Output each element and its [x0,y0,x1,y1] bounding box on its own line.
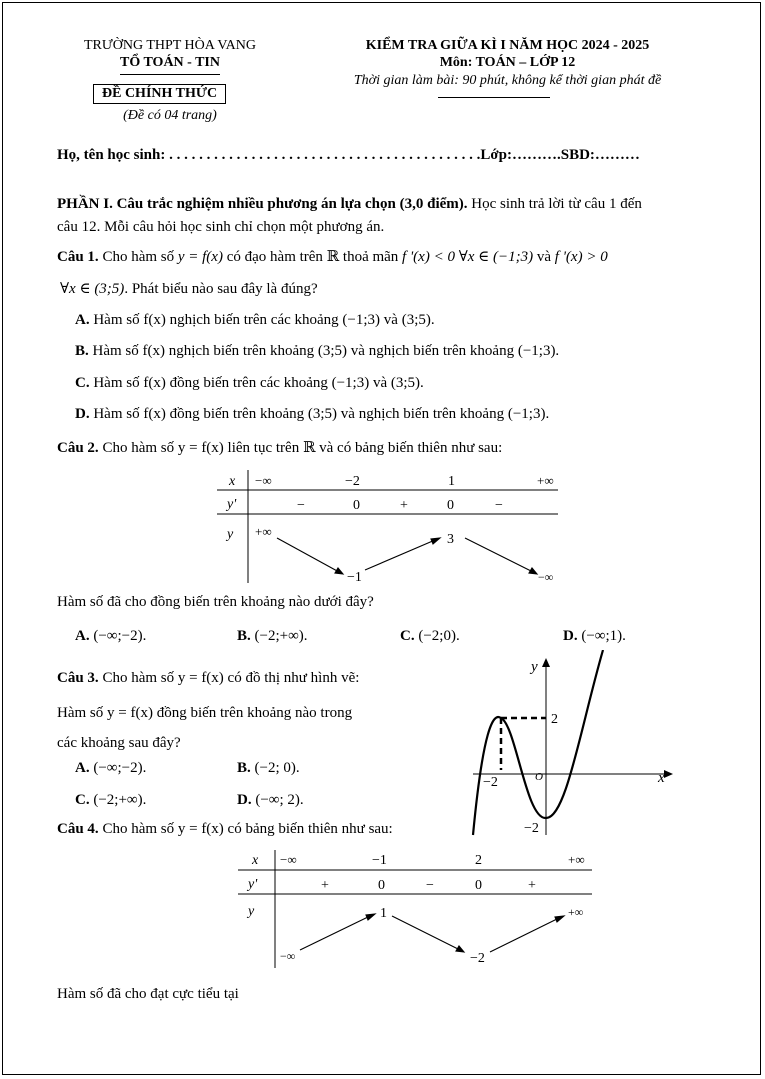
q2-sign: − [495,498,503,513]
q1-func: y = f(x) [177,249,223,265]
q1-option-c[interactable] [75,375,424,392]
q1-option-b-label: B. [75,343,89,359]
q3-graph-xneg2: −2 [483,775,498,790]
q2-option-b-text: (−2;+∞). [254,628,308,644]
q2-y-val: 3 [447,532,454,547]
q2-option-c-label: C. [400,628,415,644]
q3-graph-ylabel: y [531,659,538,675]
q3-graph-xlabel: x [658,770,665,786]
q2-sign: + [400,498,408,513]
q1-stem-line2 [60,279,318,298]
q3-option-c-text: (−2;+∞). [93,792,147,808]
q3-graph-max: 2 [551,712,558,727]
q2-x-val: 1 [448,474,455,489]
part1-intro-rest: Học sinh trả lời từ câu 1 đến [467,196,642,212]
q3-curve [473,650,603,835]
q1-option-d-text: Hàm số f(x) đồng biến trên khoảng (3;5) và nghịch biến trên khoảng (−1;3). [93,406,550,422]
q2-text: Cho hàm số y = f(x) liên tục trên ℝ và có bảng biến thiên như sau: [102,440,503,456]
q1-label: Câu 1. [57,249,99,265]
q1-option-b-text: Hàm số f(x) nghịch biến trên khoảng (3;5) và nghịch biến trên khoảng (−1;3). [92,343,560,359]
q3-stem [57,670,359,687]
q3-option-b-label: B. [237,760,251,776]
q3-text: Cho hàm số y = f(x) có đồ thị như hình vẽ: [102,670,360,686]
exam-time: Thời gian làm bài: 90 phút, không kể thời gian phát đề [353,73,662,88]
q4-question: Hàm số đã cho đạt cực tiểu tại [57,986,239,1002]
q2-y-val: −1 [347,570,362,585]
school-name: TRƯỜNG THPT HÒA VANG [83,38,257,53]
q2-stem [57,438,502,457]
q4-x-val: −∞ [280,852,297,867]
exam-title: KIỂM TRA GIỮA KÌ I NĂM HỌC 2024 - 2025 [365,38,650,53]
q4-arrows [300,914,564,952]
part1-title: PHẦN I. Câu trắc nghiệm nhiều phương án lựa chọn (3,0 điểm). [57,196,468,212]
q3-option-c[interactable] [75,792,146,809]
q1-option-a[interactable] [75,312,435,329]
q1-option-b[interactable] [75,343,559,360]
q3-graph [468,650,678,840]
q2-y-val: −∞ [538,570,554,584]
q2-option-a-text: (−∞;−2). [93,628,147,644]
q2-yp-head: y' [227,497,237,512]
q3-option-d-text: (−∞; 2). [255,792,304,808]
q3-stem-line2: Hàm số y = f(x) đồng biến trên khoảng nào trong [57,705,353,721]
q4-x-head: x [252,853,259,868]
official-badge: ĐỀ CHÍNH THỨC [93,84,226,104]
q4-y-head: y [248,904,255,919]
q4-variation-table [236,848,594,970]
q3-label: Câu 3. [57,670,99,686]
q3-option-b-text: (−2; 0). [254,760,300,776]
q4-sign: + [528,878,536,893]
q1-option-c-text: Hàm số f(x) đồng biến trên các khoảng (−1;3) và (3;5). [93,375,424,391]
q2-option-d-label: D. [563,628,578,644]
subject: Môn: TOÁN – LỚP 12 [439,55,576,70]
q3-graph-origin: O [535,771,543,783]
student-info-line: Họ, tên học sinh: . . . . . . . . . . . . . . . . . . . . . . . . . . . . . . . . . . . . . . . . . .Lớp:……….SBD:……… [57,147,640,163]
q2-x-val: +∞ [537,473,554,488]
q3-option-d-label: D. [237,792,252,808]
q1-stem [57,247,608,266]
q2-sign: 0 [353,498,360,513]
q2-option-c[interactable] [400,628,460,645]
q4-x-val: −1 [372,853,387,868]
q1-cond2: f '(x) > 0 [554,249,608,265]
q3-stem-line3: các khoảng sau đây? [57,735,181,751]
q2-y-val: +∞ [255,524,272,539]
q4-yp-head: y' [248,877,258,892]
q2-y-head: y [227,527,234,542]
q3-option-a-text: (−∞;−2). [93,760,147,776]
q2-x-head: x [229,474,236,489]
q2-option-d-text: (−∞;1). [581,628,626,644]
q4-x-val: 2 [475,853,482,868]
q2-question: Hàm số đã cho đồng biến trên khoảng nào dưới đây? [57,594,374,610]
q1-option-d-label: D. [75,406,90,422]
q1-option-d[interactable] [75,406,549,423]
q1-and: và [533,249,555,265]
q4-sign: + [321,878,329,893]
q4-label: Câu 4. [57,821,99,837]
q3-option-b[interactable] [237,760,300,777]
q3-option-d[interactable] [237,792,304,809]
q4-stem [57,821,393,838]
q1-cond3: ∀x ∈ (3;5) [60,281,125,297]
q2-arrows [277,538,537,574]
q2-option-b-label: B. [237,628,251,644]
q1-option-a-text: Hàm số f(x) nghịch biến trên các khoảng (−1;3) và (3;5). [93,312,435,328]
q3-graph-min: −2 [524,821,539,836]
q4-y-val: −∞ [280,949,296,963]
q1-option-c-label: C. [75,375,90,391]
department: TỔ TOÁN - TIN [120,55,220,70]
q4-y-val: +∞ [568,905,584,919]
q1-text-a: Cho hàm số [102,249,178,265]
page-count: (Đề có 04 trang) [123,108,217,123]
q1-question: . Phát biểu nào sau đây là đúng? [124,281,318,297]
q4-y-val: −2 [470,951,485,966]
q2-option-d[interactable] [563,628,626,645]
q2-sign: 0 [447,498,454,513]
part1-intro [57,196,642,213]
q4-sign: − [426,878,434,893]
q2-option-a[interactable] [75,628,146,645]
q2-x-val: −∞ [255,473,272,488]
q3-option-a[interactable] [75,760,146,777]
q1-cond1: f '(x) < 0 ∀x ∈ (−1;3) [402,249,534,265]
q4-y-val: 1 [380,906,387,921]
q1-option-a-label: A. [75,312,90,328]
q3-option-a-label: A. [75,760,90,776]
q3-option-c-label: C. [75,792,90,808]
q2-option-c-text: (−2;0). [418,628,460,644]
q2-option-a-label: A. [75,628,90,644]
q2-variation-table [215,468,560,586]
q2-option-b[interactable] [237,628,308,645]
q2-x-val: −2 [345,474,360,489]
q1-text-b: có đạo hàm trên ℝ thoả mãn [222,249,403,265]
q2-label: Câu 2. [57,440,99,456]
q4-text: Cho hàm số y = f(x) có bảng biến thiên như sau: [102,821,393,837]
q4-x-val: +∞ [568,852,585,867]
q4-sign: 0 [475,878,482,893]
time-underline [438,97,550,98]
part1-intro-line2: câu 12. Mỗi câu hỏi học sinh chỉ chọn một phương án. [57,219,385,235]
q2-sign: − [297,498,305,513]
header-underline [120,74,220,75]
q4-sign: 0 [378,878,385,893]
